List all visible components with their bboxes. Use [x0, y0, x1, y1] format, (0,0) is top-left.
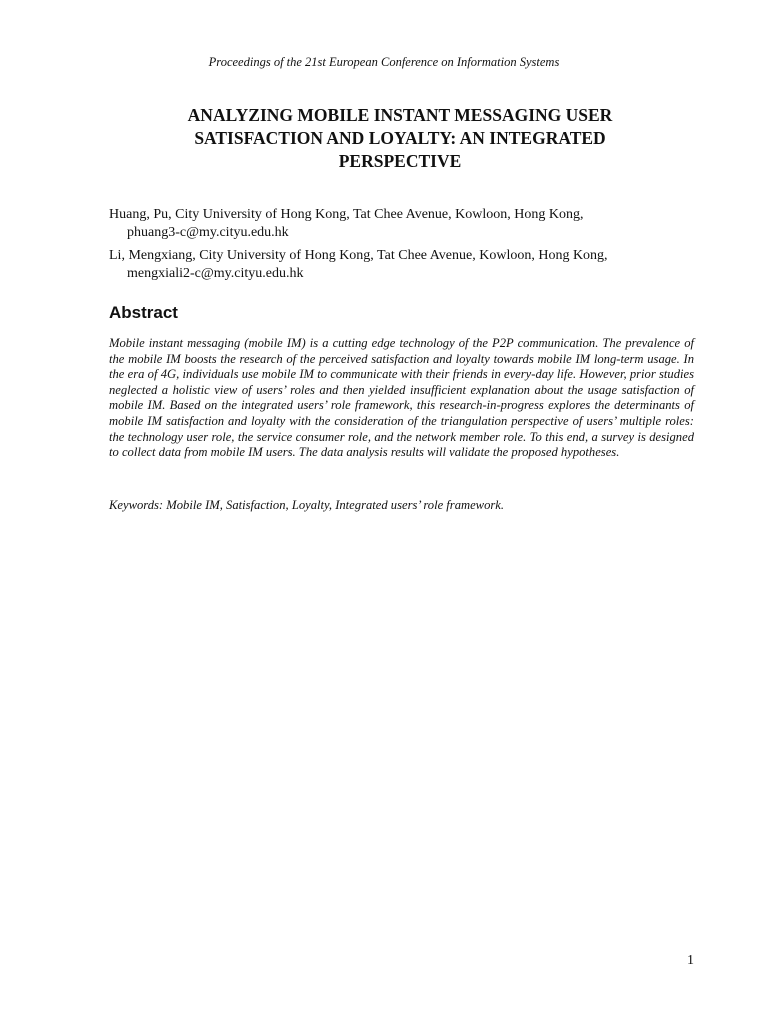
- author-affiliation: Huang, Pu, City University of Hong Kong, Tat Chee Avenue, Kowloon, Hong Kong,: [109, 207, 584, 222]
- running-header: Proceedings of the 21st European Conference on Information Systems: [208, 55, 560, 69]
- page-number: 1: [687, 953, 694, 968]
- abstract-heading: Abstract: [109, 303, 178, 322]
- keywords: Keywords: Mobile IM, Satisfaction, Loyalty, Integrated users’ role framework.: [109, 498, 505, 512]
- author-affiliation: Li, Mengxiang, City University of Hong Kong, Tat Chee Avenue, Kowloon, Hong Kong,: [109, 248, 608, 263]
- author-block: [109, 247, 689, 283]
- author-email: mengxiali2-c@my.cityu.edu.hk: [127, 266, 304, 281]
- author-email: phuang3-c@my.cityu.edu.hk: [127, 225, 289, 240]
- paper-title: ANALYZING MOBILE INSTANT MESSAGING USER SATISFACTION AND LOYALTY: AN INTEGRATED PERSPECTIVE: [187, 105, 613, 171]
- abstract-body: Mobile instant messaging (mobile IM) is a cutting edge technology of the P2P communication. The prevalence of the mobile IM boosts the research of the perceived satisfaction and loyalty towards mobile IM long-term usage. In the era of 4G, individuals use mobile IM to communicate with their friends in every-day life. However, prior studies neglected a holistic view of users’ roles and then yielded insufficient explanation about the usage satisfaction of mobile IM. Based on the integrated users’ role framework, this research-in-progress explores the determinants of mobile IM satisfaction and loyalty with the consideration of the triangulation perspective of users’ multiple roles: the technology user role, the service consumer role, and the network member role. To this end, a survey is designed to collect data from mobile IM users. The data analysis results will validate the proposed hypotheses.: [109, 336, 694, 460]
- author-block: [109, 206, 689, 242]
